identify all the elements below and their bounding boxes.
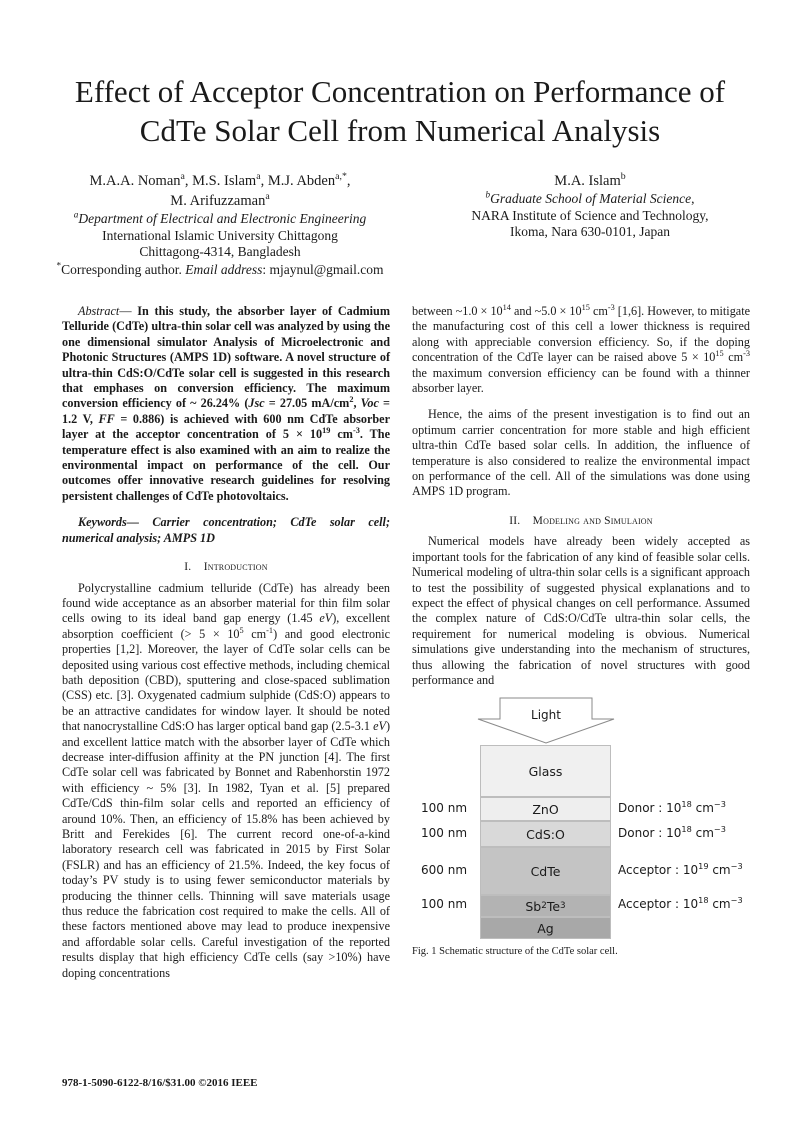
layer-cdte: CdTe: [480, 847, 611, 895]
affiliation-city-right: Ikoma, Nara 630-0101, Japan: [509, 224, 671, 239]
doping-cdte: Acceptor : $10^{19}$ $cm^{-3}$: [618, 861, 743, 877]
layer-sb2te3: Sb 2 Te 3: [480, 895, 611, 917]
title-line-2: CdTe Solar Cell from Numerical Analysis: [139, 113, 661, 148]
doping-zno: Donor : $10^{18}$ $cm^{-3}$: [618, 799, 726, 815]
keywords: Keywords— Carrier concentration; CdTe solar cell; numerical analysis; AMPS 1D: [62, 515, 390, 545]
light-label: Light: [531, 708, 561, 722]
right-column: [412, 304, 750, 688]
thickness-cdso: 100 nm: [421, 826, 468, 840]
doping-sb2te3: Acceptor : $10^{18}$ $cm^{-3}$: [618, 895, 743, 911]
authors-left: [40, 172, 400, 278]
layer-glass: Glass: [480, 745, 611, 797]
section-2-heading: II. Modeling and Simulaion: [509, 514, 653, 527]
modeling-paragraph: Numerical models have already been widely accepted as important tools for the fabrication of any kind of feasible solar cells. Numerical modeling of ultra-thin solar cells is a significant approach to test the possibility of suggested physical explanations and to expect the effect of physical changes on cell performance. Assumed the complex nature of CdS:O/CdTe ultra-thin solar cells, the requirement for numerical modeling is obvious. Numerical simulations give understanding into the mechanism of structures, thus allowing the fabrication of novel structures with good performance and: [412, 534, 750, 687]
layer-ag: Ag: [480, 917, 611, 939]
title-line-1: Effect of Acceptor Concentration on Performance of: [74, 74, 726, 109]
layer-zno: ZnO: [480, 797, 611, 821]
abstract: Abstract— In this study, the absorber layer of Cadmium Telluride (CdTe) ultra-thin solar cell was analyzed by using the one dimensional simulator Analysis of Microelectronic and Photonic Structures (AMPS 1D) software. A novel structure of ultra-thin CdS:O/CdTe solar cell is suggested in this research that emphases on conversion efficiency. The maximum conversion efficiency of ~ 26.24% (Jsc = 27.05 $mA/cm^2$, Voc = 1.2 V, FF = 0.886) is achieved with 600 nm CdTe absorber layer at the acceptor concentration of $5 \times 10^{19}$ $cm^{-3}$. The temperature effect is also examined with an aim to realize the environmental impact on performance of the cell. Our outcomes offer innovative research guidelines for resolving persistent challenges of CdTe photovoltaics.: [62, 304, 390, 503]
thickness-cdte: 600 nm: [421, 863, 468, 877]
affiliation-dept: $^a$Department of Electrical and Electronic Engineering: [73, 209, 367, 226]
footer-copyright: 978-1-5090-6122-8/16/$31.00 ©2016 IEEE: [62, 1077, 258, 1089]
affiliation-institute: NARA Institute of Science and Technology,: [471, 207, 709, 223]
affiliation-school: $^b$Graduate School of Material Science,: [485, 189, 695, 206]
aims-paragraph: Hence, the aims of the present investigation is to find out an optimum carrier concentration for more stable and high efficient ultra-thin CdTe based solar cells. In addition, the influence of temperature is also considered to realize the environmental impact on performance of the cell. All of the simulations was done using AMPS 1D program.: [412, 407, 750, 499]
layer-cdso: CdS:O: [480, 821, 611, 847]
left-column: [62, 304, 390, 981]
affiliation-university: International Islamic University Chittagong: [102, 227, 338, 243]
thickness-zno: 100 nm: [421, 801, 468, 815]
author-names-line-2: M. Arifuzzaman$^a$: [170, 191, 270, 209]
paper-title: [30, 72, 770, 150]
thickness-sb2te3: 100 nm: [421, 897, 468, 911]
author-name-right: M.A. Islam$^b$: [554, 171, 626, 189]
affiliation-city: Chittagong-4314, Bangladesh: [139, 244, 301, 259]
authors-right: [420, 172, 760, 241]
figure-caption: Fig. 1 Schematic structure of the CdTe solar cell.: [412, 946, 618, 957]
section-1-heading: I. Introduction: [184, 561, 268, 574]
doping-cdso: Donor : $10^{18}$ $cm^{-3}$: [618, 824, 726, 840]
intro-continued-paragraph: between ~1.0 × $10^{14}$ and ~5.0 × $10^{15}$ $cm^{-3}$ [1,6]. However, to mitigate the manufacturing cost of this cell a lower thickness is required along with appreciable conversion efficiency. So, if the doping concentration of the CdTe layer can be raised above $5 \times 10^{15}$ $cm^{-3}$ the maximum conversion efficiency can be found with a thinner absorber layer.: [412, 302, 750, 396]
author-names-line-1: M.A.A. Noman$^a$, M.S. Islam$^a$, M.J. Abden$^{a,*}$,: [89, 171, 351, 189]
author-email: : mjaynul@gmail.com: [262, 261, 384, 277]
corresponding-author: *Corresponding author. Email address: mjaynul@gmail.com: [56, 260, 384, 277]
introduction-paragraph: Polycrystalline cadmium telluride (CdTe) has already been found wide acceptance as an absorber material for thin film solar cells owing to its ideal band gap energy (1.45 eV), excellent absorption coefficient (> $5 \times 10^5$ $cm^{-1}$) and good electronic properties [1,2]. Moreover, the layer of CdTe solar cells can be deposited using various cost effective methods, including chemical bath deposition (CBD), sputtering and close-spaced sublimation (CSS) etc. [3]. Oxygenated cadmium sulphide (CdS:O) appears to be an attractive candidates for window layer. It should be noted that nanocrystalline CdS:O has larger optical band gap (2.5-3.1 eV) and excellent lattice match with the absorber layer of CdTe which decrease inter-diffusion affinity at the PN junction [4]. The first CdTe solar cell was fabricated by Bonnet and Rabenhorstin 1972 with efficiency ~ 5% [3]. In 1982, Tyan et al. [5] prepared CdTe/CdS thin-film solar cells and reported an efficiency of around 10%. Then, an efficiency of 15.8% has been achieved by Britt and Ferekides [6]. The current record one-of-a-kind laboratory research cell was fabricated in 2015 by First Solar (FSLR) and has an efficiency of 21.5%. Indeed, the key focus of today’s PV study is to using fewer semiconductor materials by producing the thinner cells. Thinning will save materials usage thus reduce the fabrication cost required to make the cells. All of these factors mentioned above may lead to produce inexpensive and affordable solar cells. Careful investigation of the reported results display that high efficiency CdTe cells (say >10%) have doping concentrations: [62, 580, 391, 980]
